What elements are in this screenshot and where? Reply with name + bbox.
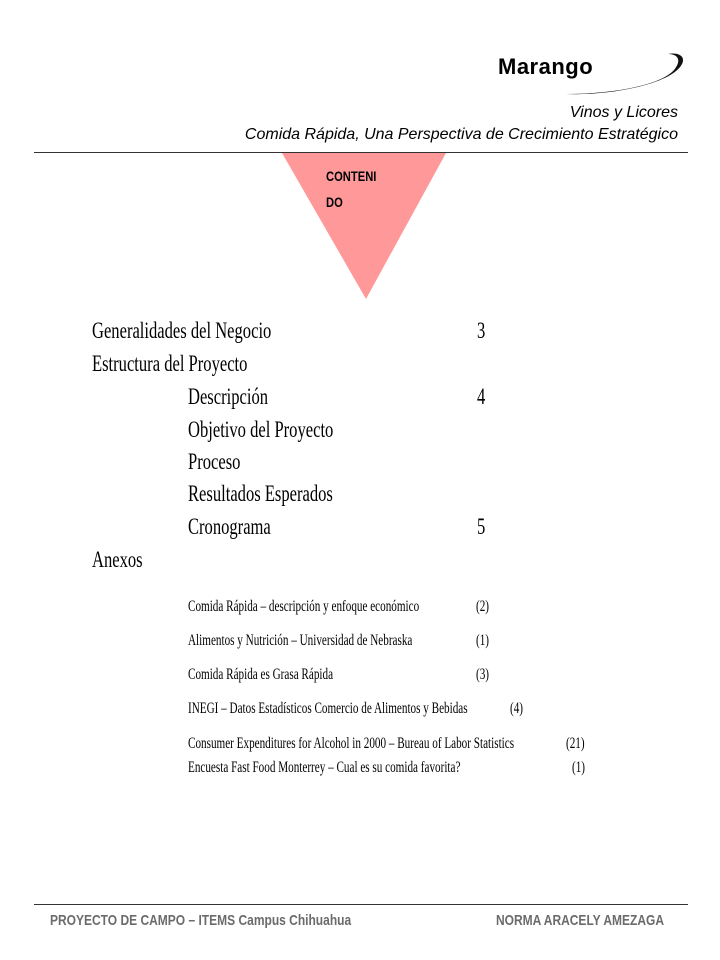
toc-item-cronograma: Cronograma [188, 514, 271, 539]
annex-item: Encuesta Fast Food Monterrey – Cual es su comida favorita? [188, 759, 461, 776]
annex-ref: (1) [476, 632, 490, 649]
section-title: CONTENIDO [326, 168, 377, 210]
toc-item-descripcion: Descripción [188, 384, 269, 409]
annex-item: Comida Rápida es Grasa Rápida [188, 666, 334, 683]
toc-page-generalidades: 3 [477, 318, 486, 343]
toc-item-resultados: Resultados Esperados [188, 481, 333, 506]
brand-logo-text: Marango [498, 54, 594, 79]
footer-divider [34, 904, 688, 905]
footer-project: PROYECTO DE CAMPO – ITEMS Campus Chihuahua [50, 912, 352, 929]
header-subtitle-2: Comida Rápida, Una Perspectiva de Crecimiento Estratégico [244, 126, 678, 143]
annex-item: INEGI – Datos Estadísticos Comercio de Alimentos y Bebidas [188, 700, 468, 717]
annex-item: Consumer Expenditures for Alcohol in 2000 – Bureau of Labor Statistics [188, 735, 515, 752]
annex-ref: (2) [476, 598, 490, 615]
footer-author: NORMA ARACELY AMEZAGA [496, 912, 665, 929]
toc-item-estructura: Estructura del Proyecto [92, 351, 248, 376]
annex-ref: (4) [510, 700, 524, 717]
toc-item-generalidades: Generalidades del Negocio [92, 318, 272, 343]
toc-page-descripcion: 4 [477, 384, 486, 409]
swoosh-logo-icon [560, 48, 688, 100]
toc-page-cronograma: 5 [477, 514, 486, 539]
toc-item-anexos: Anexos [92, 547, 143, 572]
annex-item: Alimentos y Nutrición – Universidad de Nebraska [188, 632, 413, 649]
header-subtitle-1: Vinos y Licores [569, 104, 678, 121]
annex-ref: (1) [572, 759, 586, 776]
toc-item-objetivo: Objetivo del Proyecto [188, 417, 334, 442]
annex-item: Comida Rápida – descripción y enfoque económico [188, 598, 420, 615]
annex-ref: (21) [566, 735, 585, 752]
annex-ref: (3) [476, 666, 490, 683]
toc-item-proceso: Proceso [188, 449, 241, 474]
